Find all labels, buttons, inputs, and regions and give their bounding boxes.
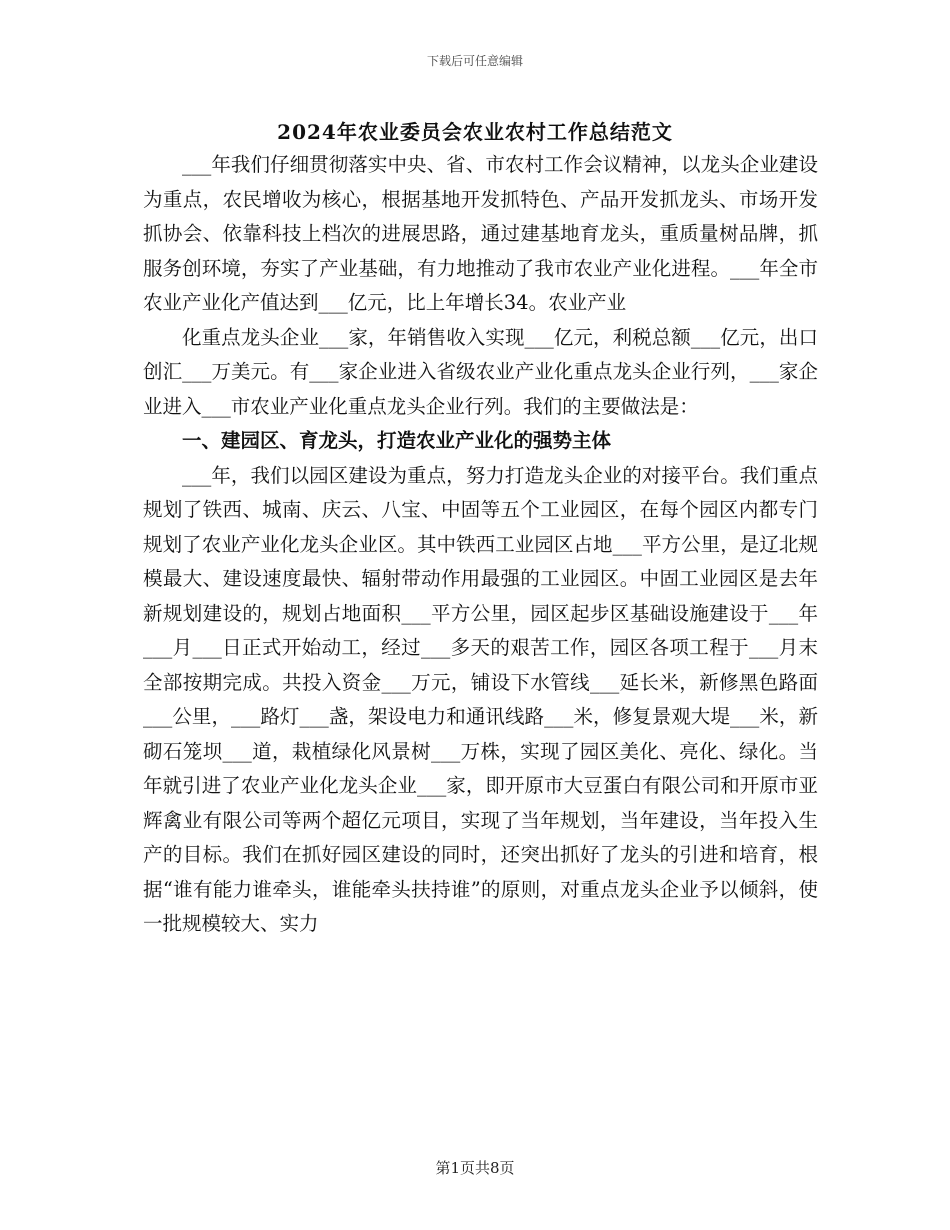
paragraph-intro: ___年我们仔细贯彻落实中央、省、市农村工作会议精神，以龙头企业建设为重点，农民增收为核心，根据基地开发抓特色、产品开发抓龙头、市场开发抓协会、依靠科技上档次的进展思路，通过建基地育龙头，重质量树品牌，抓服务创环境，夯实了产业基础，有力地推动了我市农业产业化进程。___年全市农业产业化产值达到___亿元，比上年增长34。农业产业	[143, 153, 818, 314]
page-header-note: 下载后可任意编辑	[426, 54, 523, 68]
document-title: 2024年农业委员会农业农村工作总结范文	[277, 120, 673, 144]
paragraph-parks: ___年，我们以园区建设为重点，努力打造龙头企业的对接平台。我们重点规划了铁西、城南、庆云、八宝、中固等五个工业园区，在每个园区内都专门规划了农业产业化龙头企业区。其中铁西工业园区占地___平方公里，是辽北规模最大、建设速度最快、辐射带动作用最强的工业园区。中固工业园区是去年新规划建设的，规划占地面积___平方公里，园区起步区基础设施建设于___年___月___日正式开始动工，经过___多天的艰苦工作，园区各项工程于___月末全部按期完成。共投入资金___万元，铺设下水管线___延长米，新修黑色路面___公里，___路灯___盏，架设电力和通讯线路___米，修复景观大堤___米，新砌石笼坝___道，栽植绿化风景树___万株，实现了园区美化、亮化、绿化。当年就引进了农业产业化龙头企业___家，即开原市大豆蛋白有限公司和开原市亚辉禽业有限公司等两个超亿元项目，实现了当年规划，当年建设，当年投入生产的目标。我们在抓好园区建设的同时，还突出抓好了龙头的引进和培育，根据“谁有能力谁牵头，谁能牵头扶持谁”的原则，对重点龙头企业予以倾斜，使一批规模较大、实力	[143, 463, 818, 935]
paragraph-enterprises: 化重点龙头企业___家，年销售收入实现___亿元，利税总额___亿元，出口创汇___万美元。有___家企业进入省级农业产业化重点龙头企业行列，___家企业进入___市农业产业化重点龙头企业行列。我们的主要做法是：	[143, 325, 818, 418]
document-body	[143, 148, 818, 942]
section-heading-1: 一、建园区、育龙头，打造农业产业化的强势主体	[182, 429, 612, 452]
page-number: 第1页共8页	[435, 1159, 515, 1177]
